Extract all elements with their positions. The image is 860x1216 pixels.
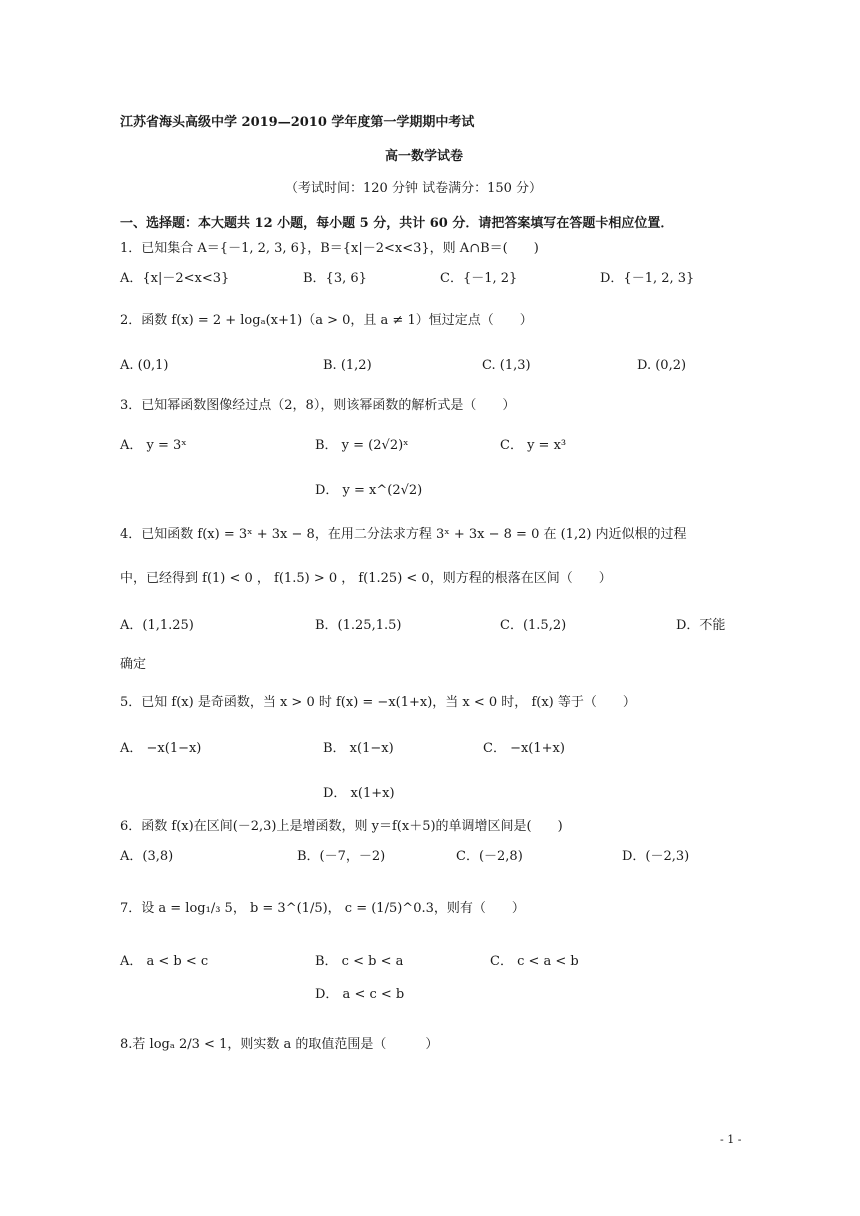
- question-7-stem: 7．设 a = log₁/₃ 5， b = 3^(1/5)， c = (1/5)^0.3，则有（ ）: [120, 901, 525, 916]
- question-5-option-d: D． x(1+x): [323, 786, 395, 801]
- paper-title: 高一数学试卷: [385, 149, 464, 164]
- question-2-option-b: B. (1,2): [323, 358, 372, 373]
- question-5-option-b: B． x(1−x): [323, 741, 394, 756]
- question-4-option-a: A．(1,1.25): [120, 618, 194, 633]
- section-heading: 一、选择题：本大题共 12 小题，每小题 5 分，共计 60 分．请把答案填写在答题卡相应位置．: [120, 216, 674, 231]
- question-6-option-a: A．(3,8): [120, 849, 174, 864]
- question-4-option-d: D．不能: [676, 618, 726, 633]
- question-3-stem: 3．已知幂函数图像经过点（2，8），则该幂函数的解析式是（ ）: [120, 398, 516, 413]
- question-6-option-b: B．(－7，－2): [297, 849, 386, 864]
- question-2-option-d: D. (0,2): [637, 358, 687, 373]
- school-title: 江苏省海头高级中学 2019—2010 学年度第一学期期中考试: [120, 115, 475, 130]
- question-4-option-c: C．(1.5,2): [500, 618, 567, 633]
- question-6-option-d: D．(－2,3): [622, 849, 690, 864]
- question-7-option-a: A． a < b < c: [120, 954, 209, 969]
- question-7-option-d: D． a < c < b: [315, 987, 405, 1002]
- page-number: - 1 -: [720, 1133, 742, 1146]
- question-2-option-c: C. (1,3): [482, 358, 531, 373]
- question-2-option-a: A. (0,1): [120, 358, 169, 373]
- question-7-option-b: B． c < b < a: [315, 954, 404, 969]
- question-4-continuation: 确定: [120, 657, 147, 672]
- question-3-option-d: D． y = x^(2√2): [315, 483, 423, 498]
- question-3-option-b: B． y = (2√2)ˣ: [315, 438, 409, 453]
- question-4-stem-line2: 中，已经得到 f(1) < 0 ， f(1.5) > 0 ， f(1.25) < 0，则方程的根落在区间（ ）: [120, 571, 612, 586]
- question-4-stem-line1: 4．已知函数 f(x) = 3ˣ + 3x − 8，在用二分法求方程 3ˣ + 3x − 8 = 0 在 (1,2) 内近似根的过程: [120, 527, 687, 542]
- question-5-option-a: A． −x(1−x): [120, 741, 202, 756]
- question-4-option-b: B．(1.25,1.5): [315, 618, 402, 633]
- question-1-option-d: D．{－1, 2, 3}: [600, 271, 695, 286]
- question-1-stem: 1．已知集合 A＝{－1, 2, 3, 6}，B＝{x|－2<x<3}，则 A∩B＝( ): [120, 241, 539, 256]
- question-1-option-b: B．{3, 6}: [303, 271, 367, 286]
- question-1-option-c: C．{－1, 2}: [440, 271, 518, 286]
- question-2-stem: 2．函数 f(x) = 2 + logₐ(x+1)（a > 0，且 a ≠ 1）恒过定点（ ）: [120, 313, 533, 328]
- question-5-stem: 5．已知 f(x) 是奇函数，当 x > 0 时 f(x) = −x(1+x)，当 x < 0 时， f(x) 等于（ ）: [120, 695, 636, 710]
- question-8-stem: 8.若 logₐ 2/3 < 1，则实数 a 的取值范围是（ ）: [120, 1037, 439, 1052]
- exam-info: （考试时间：120 分钟 试卷满分：150 分）: [285, 181, 543, 196]
- question-6-option-c: C．(－2,8): [456, 849, 523, 864]
- question-7-option-c: C． c < a < b: [490, 954, 579, 969]
- question-3-option-a: A． y = 3ˣ: [120, 438, 187, 453]
- question-1-option-a: A．{x|－2<x<3}: [120, 271, 230, 286]
- question-3-option-c: C． y = x³: [500, 438, 567, 453]
- question-6-stem: 6．函数 f(x)在区间(－2,3)上是增函数，则 y＝f(x＋5)的单调增区间是( ): [120, 819, 563, 834]
- question-5-option-c: C． −x(1+x): [483, 741, 565, 756]
